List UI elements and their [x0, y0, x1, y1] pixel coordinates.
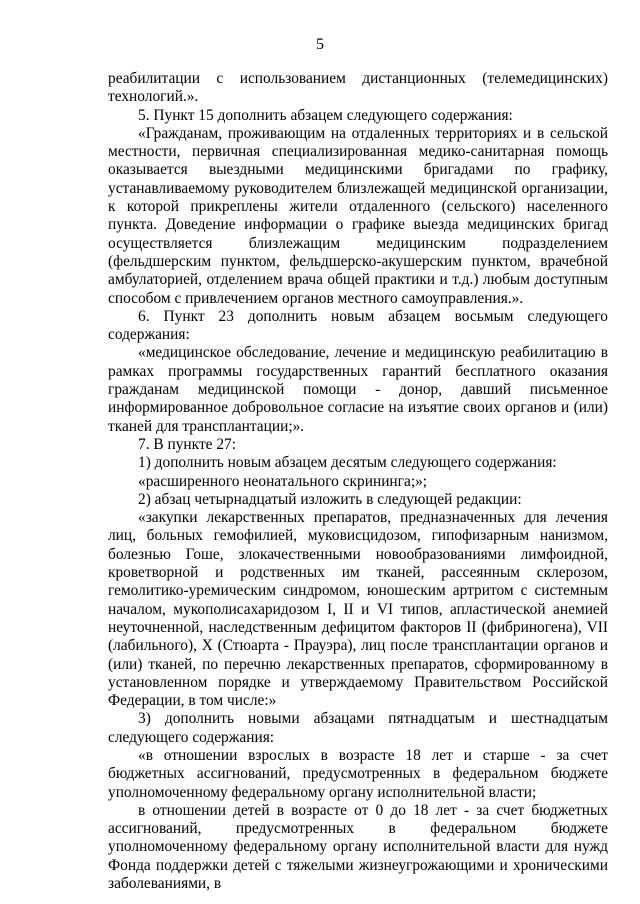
- paragraph-adults-funding: «в отношении взрослых в возрасте 18 лет и старше - за счет бюджетных ассигнований, предусмотренных в федеральном бюджете уполномоченному федеральному органу исполнительной власти;: [108, 746, 608, 801]
- paragraph-item-7-sub-1: 1) дополнить новым абзацем десятым следующего содержания:: [138, 454, 557, 472]
- paragraph-item-7-sub-2-text: «закупки лекарственных препаратов, предназначенных для лечения лиц, больных гемофилией, муковисцидозом, гипофизарным нанизмом, болезнью Гоше, злокачественными новообразованиями лимфоидной, кроветворной и родственных им тканей, рассеянным склерозом, гемолитико-уремическим синдромом, юношеским артритом с системным началом, мукополисахаридозом I, II и VI типов, апластической анемией неуточненной, наследственным дефицитом факторов II (фибриногена), VII (лабильного), X (Стюарта - Прауэра), лиц после трансплантации органов и (или) тканей, по перечню лекарственных препаратов, сформированному в установленном порядке и утверждаемому Правительством Российской Федерации, в том числе:»: [108, 509, 608, 710]
- paragraph-item-7-heading: 7. В пункте 27:: [138, 435, 237, 453]
- paragraph-item-5-heading: 5. Пункт 15 дополнить абзацем следующего содержания:: [138, 106, 513, 124]
- paragraph-item-7-sub-1-text: «расширенного неонатального скрининга;»;: [138, 472, 428, 490]
- paragraph-children-funding: в отношении детей в возрасте от 0 до 18 лет - за счет бюджетных ассигнований, предусмотренных в федеральном бюджете уполномоченному федеральному органу исполнительной власти для нужд Фонда поддержки детей с тяжелыми жизнеугрожающими и хроническими заболеваниями, в: [108, 801, 608, 893]
- paragraph-item-5-text: «Гражданам, проживающим на отдаленных территориях и в сельской местности, первичная специализированная медико-санитарная помощь оказывается выездными медицинскими бригадами по графику, устанавливаемому руководителем близлежащей медицинской организации, к которой прикреплены жители отдаленного (сельского) населенного пункта. Доведение информации о графике выезда медицинских бригад осуществляется близлежащим медицинским подразделением (фельдшерским пунктом, фельдшерско-акушерским пунктом, врачебной амбулаторией, отделением врача общей практики и т.д.) любым доступным способом с привлечением органов местного самоуправления.».: [108, 124, 608, 307]
- paragraph-item-6-text: «медицинское обследование, лечение и медицинскую реабилитацию в рамках программы государственных гарантий бесплатного оказания гражданам медицинской помощи - донор, давший письменное информированное добровольное согласие на изъятие своих органов и (или) тканей для трансплантации;».: [108, 344, 608, 435]
- paragraph-item-6-heading: 6. Пункт 23 дополнить новым абзацем восьмым следующего содержания:: [108, 307, 608, 344]
- paragraph-item-7-sub-2: 2) абзац четырнадцатый изложить в следующей редакции:: [138, 490, 522, 508]
- page-number: 5: [316, 36, 324, 53]
- paragraph-rehabilitation-tail: реабилитации с использованием дистанционных (телемедицинских) технологий.».: [108, 70, 608, 106]
- paragraph-item-7-sub-3: 3) дополнить новыми абзацами пятнадцатым и шестнадцатым следующего содержания:: [108, 710, 608, 746]
- document-body: [108, 70, 608, 893]
